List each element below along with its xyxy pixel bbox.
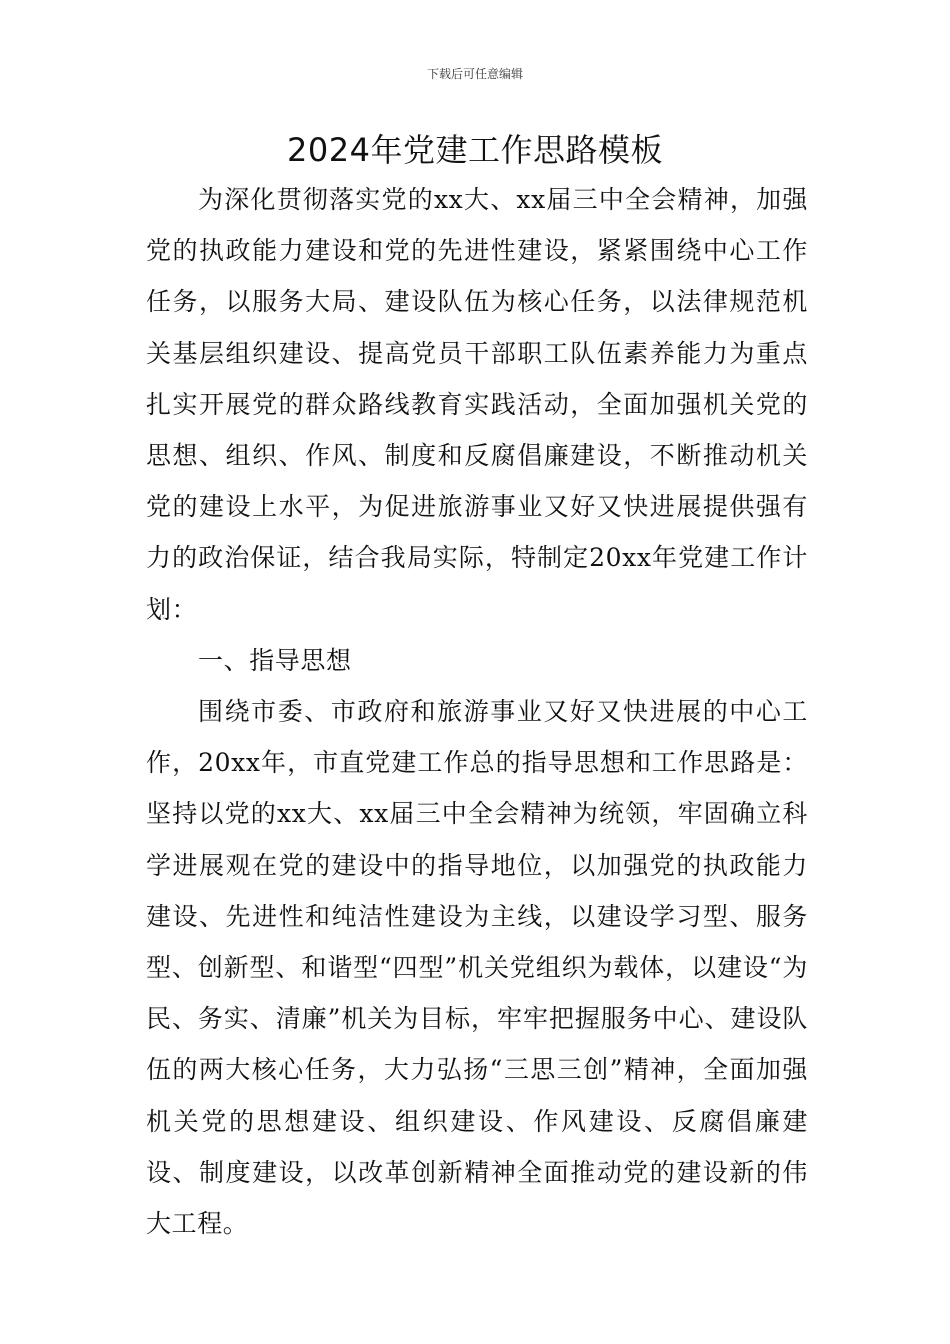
section-heading-guiding-ideology: 一、指导思想	[198, 645, 352, 675]
guiding-ideology-paragraph: 围绕市委、市政府和旅游事业又好又快进展的中心工作，20xx年，市直党建工作总的指导思想和工作思路是：坚持以党的xx大、xx届三中全会精神为统领，牢固确立科学进展观在党的建设中的指导地位，以加强党的执政能力建设、先进性和纯洁性建设为主线，以建设学习型、服务型、创新型、和谐型“四型”机关党组织为载体，以建设“为民、务实、清廉”机关为目标，牢牢把握服务中心、建设队伍的两大核心任务，大力弘扬“三思三创”精神，全面加强机关党的思想建设、组织建设、作风建设、反腐倡廉建设、制度建设，以改革创新精神全面推动党的建设新的伟大工程。	[146, 697, 808, 1239]
intro-paragraph: 为深化贯彻落实党的xx大、xx届三中全会精神，加强党的执政能力建设和党的先进性建设，紧紧围绕中心工作任务，以服务大局、建设队伍为核心任务，以法律规范机关基层组织建设、提高党员干部职工队伍素养能力为重点扎实开展党的群众路线教育实践活动，全面加强机关党的思想、组织、作风、制度和反腐倡廉建设，不断推动机关党的建设上水平，为促进旅游事业又好又快进展提供强有力的政治保证，结合我局实际，特制定20xx年党建工作计划：	[146, 185, 808, 624]
document-title: 2024年党建工作思路模板	[287, 131, 663, 169]
page-header-note: 下载后可任意编辑	[426, 67, 523, 81]
document-body	[146, 174, 808, 1249]
